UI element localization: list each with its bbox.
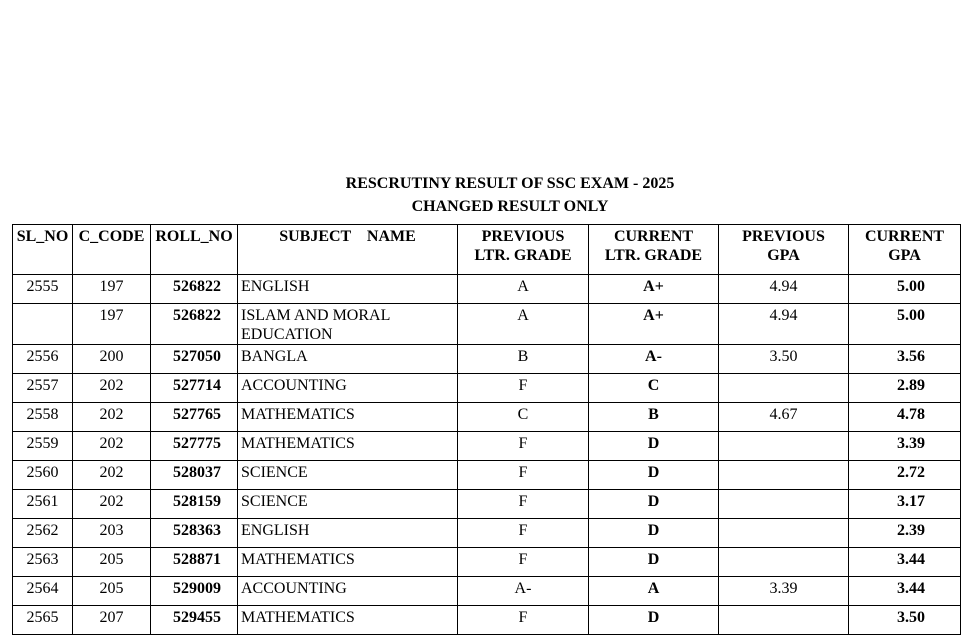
cell-current-gpa: 3.56 — [849, 345, 961, 374]
cell-current-grade: C — [589, 374, 719, 403]
cell-subject: ENGLISH — [238, 519, 458, 548]
table-row — [13, 461, 961, 490]
cell-c-code: 202 — [73, 490, 151, 519]
cell-previous-grade: F — [458, 461, 589, 490]
cell-previous-gpa: 3.50 — [719, 345, 849, 374]
cell-previous-gpa — [719, 519, 849, 548]
cell-current-grade: D — [589, 519, 719, 548]
cell-previous-grade: C — [458, 403, 589, 432]
cell-current-gpa: 3.44 — [849, 577, 961, 606]
cell-c-code: 197 — [73, 275, 151, 304]
cell-current-grade: D — [589, 490, 719, 519]
header-previous-gpa: PREVIOUS GPA — [719, 225, 849, 275]
cell-previous-gpa — [719, 490, 849, 519]
page-subtitle: CHANGED RESULT ONLY — [411, 198, 609, 215]
cell-sl-no: 2556 — [13, 345, 73, 374]
cell-c-code: 207 — [73, 606, 151, 635]
cell-current-gpa: 3.44 — [849, 548, 961, 577]
cell-current-gpa: 2.89 — [849, 374, 961, 403]
header-current-gpa: CURRENT GPA — [849, 225, 961, 275]
cell-c-code: 203 — [73, 519, 151, 548]
cell-c-code: 202 — [73, 461, 151, 490]
cell-c-code: 197 — [73, 304, 151, 345]
cell-previous-gpa — [719, 374, 849, 403]
cell-sl-no: 2564 — [13, 577, 73, 606]
table-row — [13, 548, 961, 577]
cell-c-code: 202 — [73, 432, 151, 461]
cell-roll-no: 527714 — [151, 374, 238, 403]
cell-subject: ACCOUNTING — [238, 374, 458, 403]
cell-subject: ISLAM AND MORAL EDUCATION — [238, 304, 458, 345]
cell-c-code: 202 — [73, 374, 151, 403]
cell-previous-gpa: 4.94 — [719, 304, 849, 345]
cell-roll-no: 527050 — [151, 345, 238, 374]
cell-previous-gpa: 4.94 — [719, 275, 849, 304]
cell-sl-no: 2565 — [13, 606, 73, 635]
header-sl-no: SL_NO — [13, 225, 73, 275]
cell-subject: MATHEMATICS — [238, 403, 458, 432]
cell-current-grade: A+ — [589, 275, 719, 304]
cell-c-code: 205 — [73, 577, 151, 606]
cell-c-code: 202 — [73, 403, 151, 432]
header-c-code: C_CODE — [73, 225, 151, 275]
cell-roll-no: 527775 — [151, 432, 238, 461]
table-row — [13, 304, 961, 345]
page-title: RESCRUTINY RESULT OF SSC EXAM - 2025 — [345, 175, 675, 192]
header-previous-grade: PREVIOUS LTR. GRADE — [458, 225, 589, 275]
cell-previous-grade: F — [458, 548, 589, 577]
cell-current-gpa: 2.72 — [849, 461, 961, 490]
cell-roll-no: 528159 — [151, 490, 238, 519]
cell-sl-no: 2559 — [13, 432, 73, 461]
table-header-row — [13, 225, 961, 275]
cell-current-grade: A- — [589, 345, 719, 374]
results-table — [12, 224, 961, 635]
table-row — [13, 606, 961, 635]
table-row — [13, 519, 961, 548]
cell-subject: BANGLA — [238, 345, 458, 374]
cell-previous-gpa — [719, 548, 849, 577]
cell-previous-gpa: 3.39 — [719, 577, 849, 606]
cell-subject: SCIENCE — [238, 461, 458, 490]
table-row — [13, 577, 961, 606]
cell-sl-no — [13, 304, 73, 345]
cell-subject: MATHEMATICS — [238, 548, 458, 577]
table-row — [13, 345, 961, 374]
cell-c-code: 200 — [73, 345, 151, 374]
cell-subject: MATHEMATICS — [238, 432, 458, 461]
cell-current-grade: D — [589, 461, 719, 490]
cell-current-grade: D — [589, 606, 719, 635]
cell-roll-no: 528037 — [151, 461, 238, 490]
cell-current-grade: D — [589, 548, 719, 577]
cell-current-grade: A — [589, 577, 719, 606]
cell-sl-no: 2560 — [13, 461, 73, 490]
cell-current-gpa: 2.39 — [849, 519, 961, 548]
cell-previous-grade: F — [458, 374, 589, 403]
cell-previous-grade: B — [458, 345, 589, 374]
cell-current-gpa: 5.00 — [849, 304, 961, 345]
cell-roll-no: 528871 — [151, 548, 238, 577]
header-current-grade: CURRENT LTR. GRADE — [589, 225, 719, 275]
cell-roll-no: 528363 — [151, 519, 238, 548]
header-roll-no: ROLL_NO — [151, 225, 238, 275]
table-row — [13, 490, 961, 519]
header-subject-name: SUBJECT NAME — [238, 225, 458, 275]
cell-current-grade: D — [589, 432, 719, 461]
cell-current-gpa: 5.00 — [849, 275, 961, 304]
table-row — [13, 403, 961, 432]
cell-previous-grade: A — [458, 304, 589, 345]
cell-roll-no: 529009 — [151, 577, 238, 606]
cell-current-grade: A+ — [589, 304, 719, 345]
cell-sl-no: 2555 — [13, 275, 73, 304]
cell-previous-grade: F — [458, 606, 589, 635]
table-row — [13, 275, 961, 304]
cell-previous-grade: A- — [458, 577, 589, 606]
cell-current-gpa: 3.50 — [849, 606, 961, 635]
table-row — [13, 374, 961, 403]
cell-sl-no: 2558 — [13, 403, 73, 432]
cell-previous-grade: F — [458, 432, 589, 461]
cell-previous-gpa — [719, 461, 849, 490]
cell-subject: ENGLISH — [238, 275, 458, 304]
cell-roll-no: 527765 — [151, 403, 238, 432]
cell-roll-no: 529455 — [151, 606, 238, 635]
cell-sl-no: 2561 — [13, 490, 73, 519]
cell-subject: MATHEMATICS — [238, 606, 458, 635]
cell-previous-gpa — [719, 432, 849, 461]
cell-previous-gpa — [719, 606, 849, 635]
cell-previous-grade: F — [458, 490, 589, 519]
cell-c-code: 205 — [73, 548, 151, 577]
cell-current-gpa: 3.39 — [849, 432, 961, 461]
cell-current-gpa: 4.78 — [849, 403, 961, 432]
table-row — [13, 432, 961, 461]
cell-previous-gpa: 4.67 — [719, 403, 849, 432]
cell-sl-no: 2562 — [13, 519, 73, 548]
cell-subject: SCIENCE — [238, 490, 458, 519]
cell-current-gpa: 3.17 — [849, 490, 961, 519]
cell-roll-no: 526822 — [151, 275, 238, 304]
cell-previous-grade: A — [458, 275, 589, 304]
cell-subject: ACCOUNTING — [238, 577, 458, 606]
cell-previous-grade: F — [458, 519, 589, 548]
cell-sl-no: 2563 — [13, 548, 73, 577]
cell-sl-no: 2557 — [13, 374, 73, 403]
cell-roll-no: 526822 — [151, 304, 238, 345]
cell-current-grade: B — [589, 403, 719, 432]
